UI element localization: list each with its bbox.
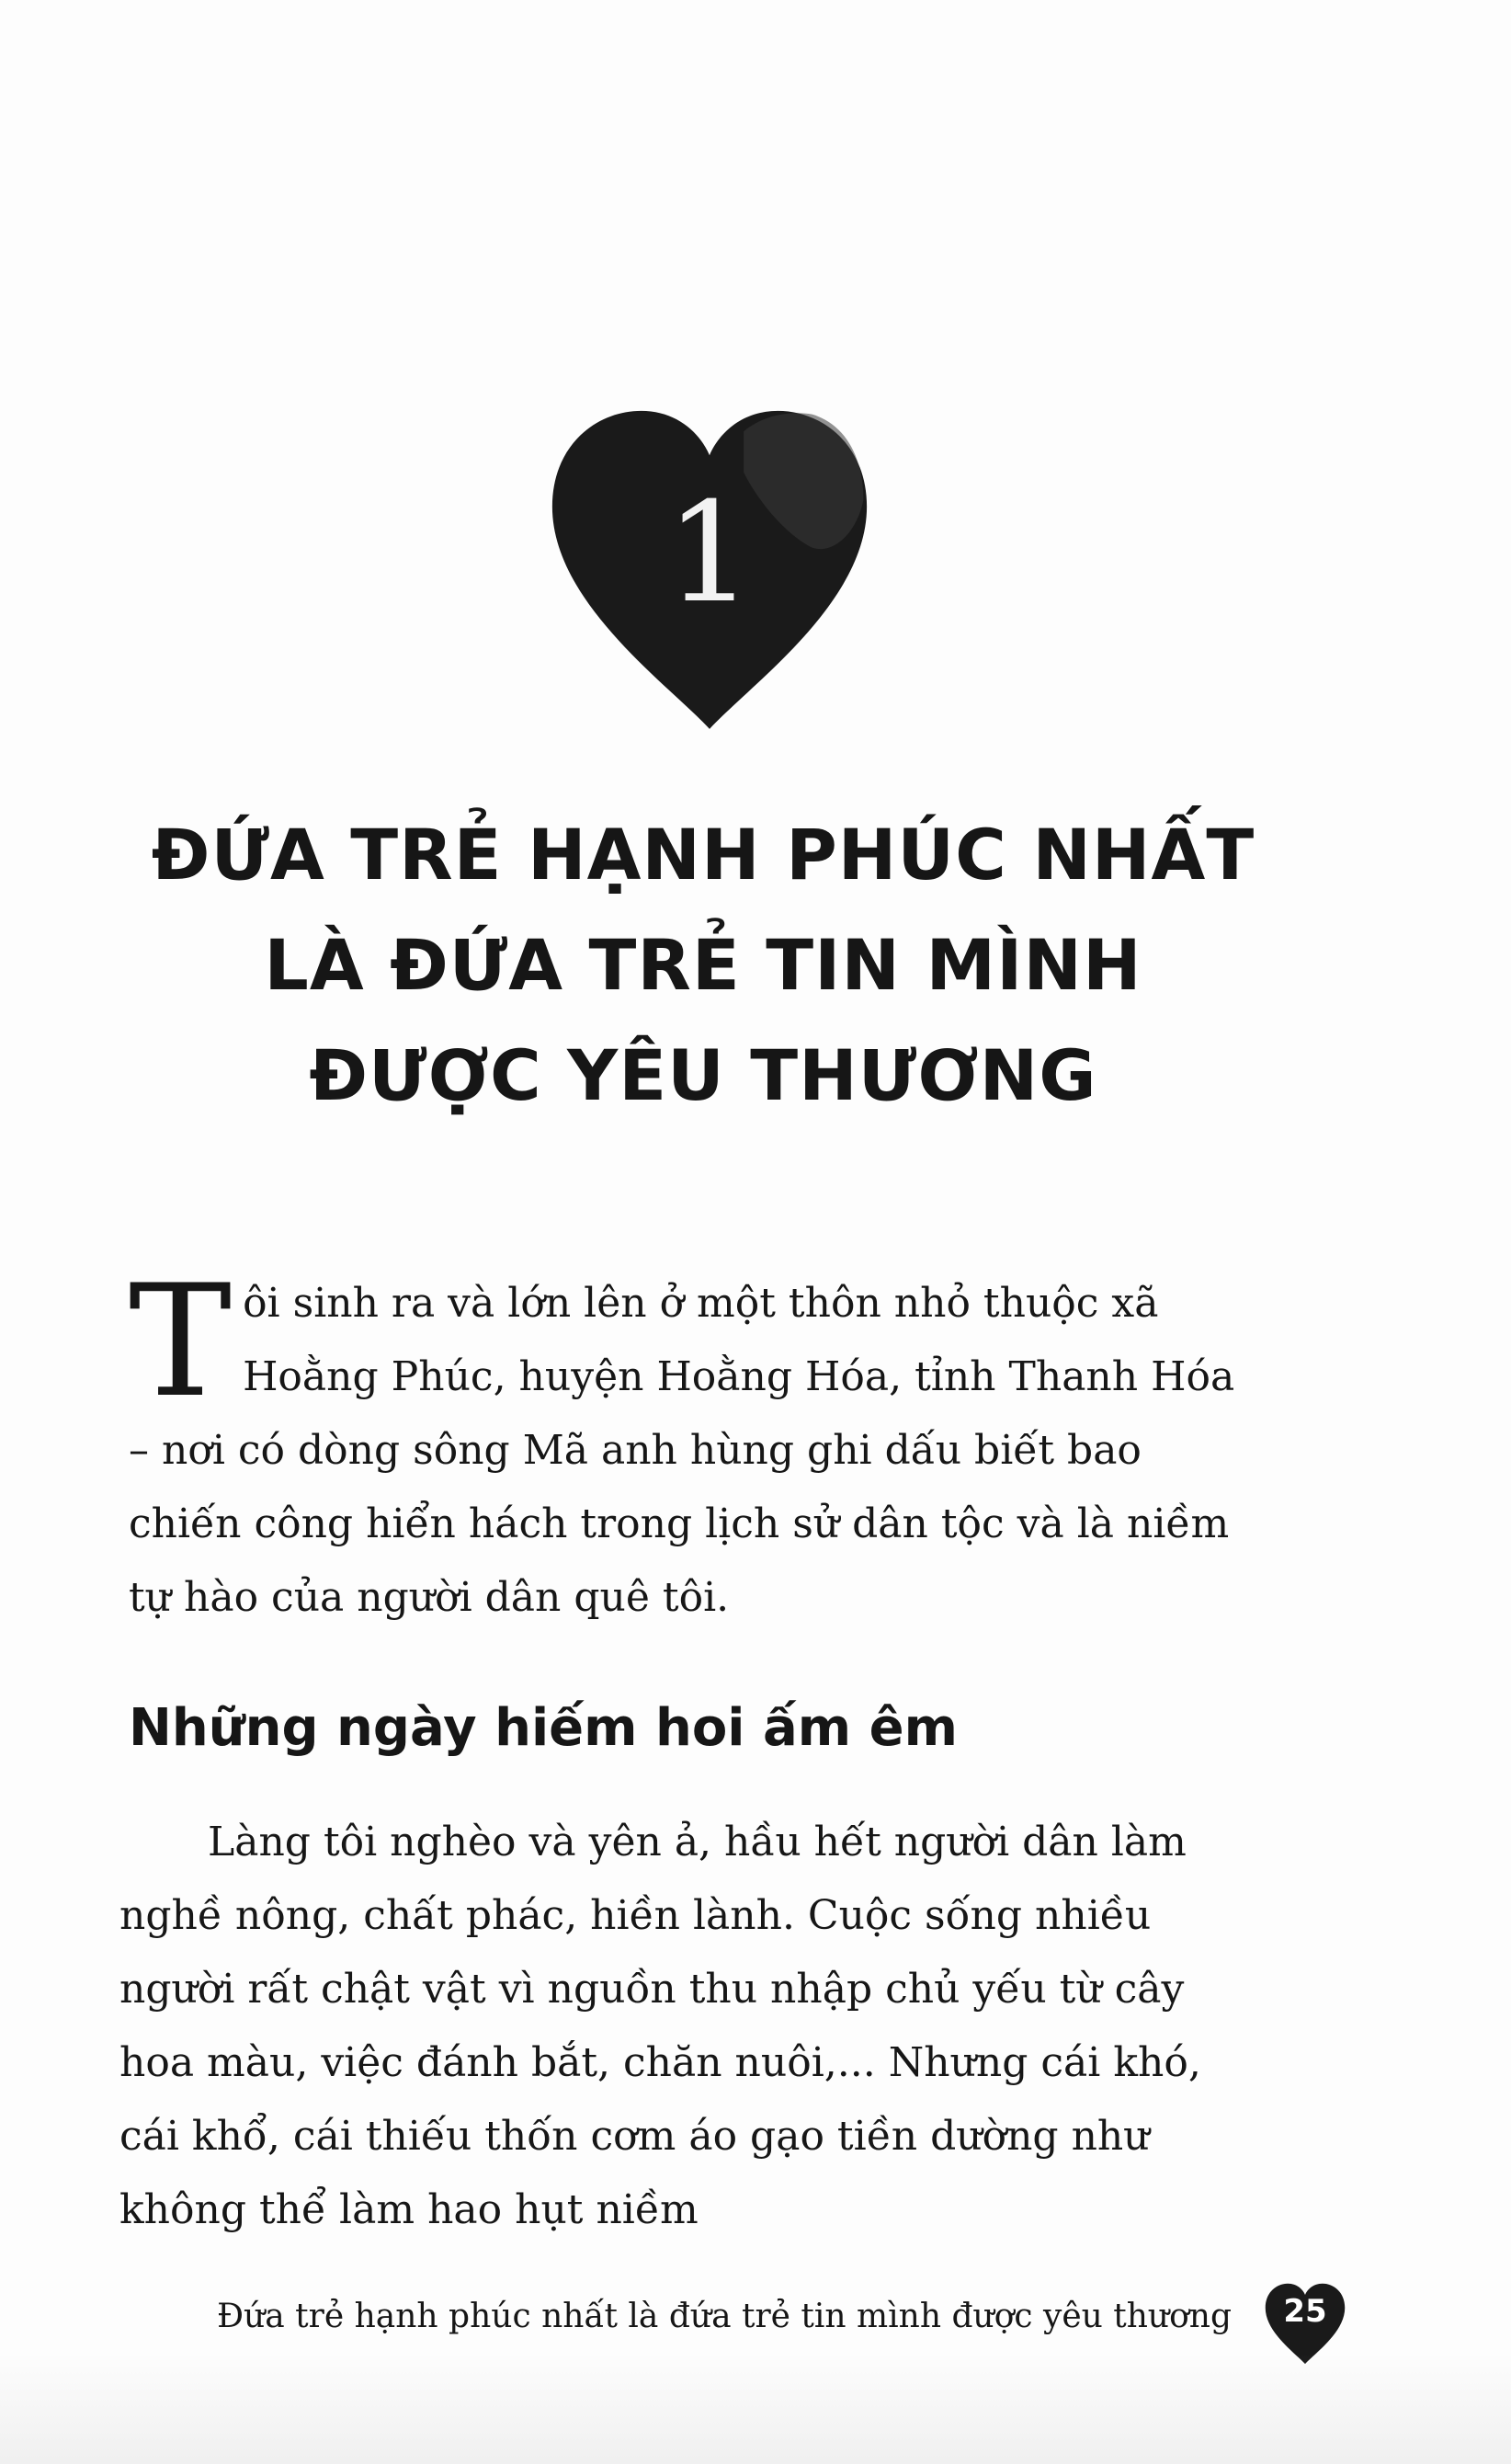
chapter-title [92,800,1314,1131]
scan-shadow [0,2354,1511,2464]
body-paragraph: Làng tôi nghèo và yên ả, hầu hết người dân làm nghề nông, chất phác, hiền lành. Cuộc sống nhiều người rất chật vật vì nguồn thu nhập chủ yếu từ cây hoa màu, việc đánh bắt, chăn nuôi,... Nhưng cái khó, cái khổ, cái thiếu thốn cơm áo gạo tiền dường như không thể làm hao hụt niềm [119,1819,1201,2233]
page-number: 25 [1283,2293,1327,2330]
running-title: Đứa trẻ hạnh phúc nhất là đứa trẻ tin mình được yêu thương [217,2298,1232,2335]
page-footer [202,2280,1342,2354]
lead-paragraph [129,1251,1261,1635]
lead-paragraph-text: ôi sinh ra và lớn lên ở một thôn nhỏ thuộc xã Hoằng Phúc, huyện Hoằng Hóa, tỉnh Thanh Hóa – nơi có dòng sông Mã anh hùng ghi dấu biết bao chiến công hiển hách trong lịch sử dân tộc và là niềm tự hào của người dân quê tôi. [129,1280,1235,1621]
chapter-title-line: ĐƯỢC YÊU THƯƠNG [309,1034,1097,1116]
chapter-number: 1 [665,473,754,633]
chapter-title-line: ĐỨA TRẺ HẠNH PHÚC NHẤT [151,814,1255,895]
chapter-title-line: LÀ ĐỨA TRẺ TIN MÌNH [264,924,1142,1006]
section-heading: Những ngày hiếm hoi ấm êm [129,1698,958,1758]
drop-cap: T [129,1251,233,1432]
